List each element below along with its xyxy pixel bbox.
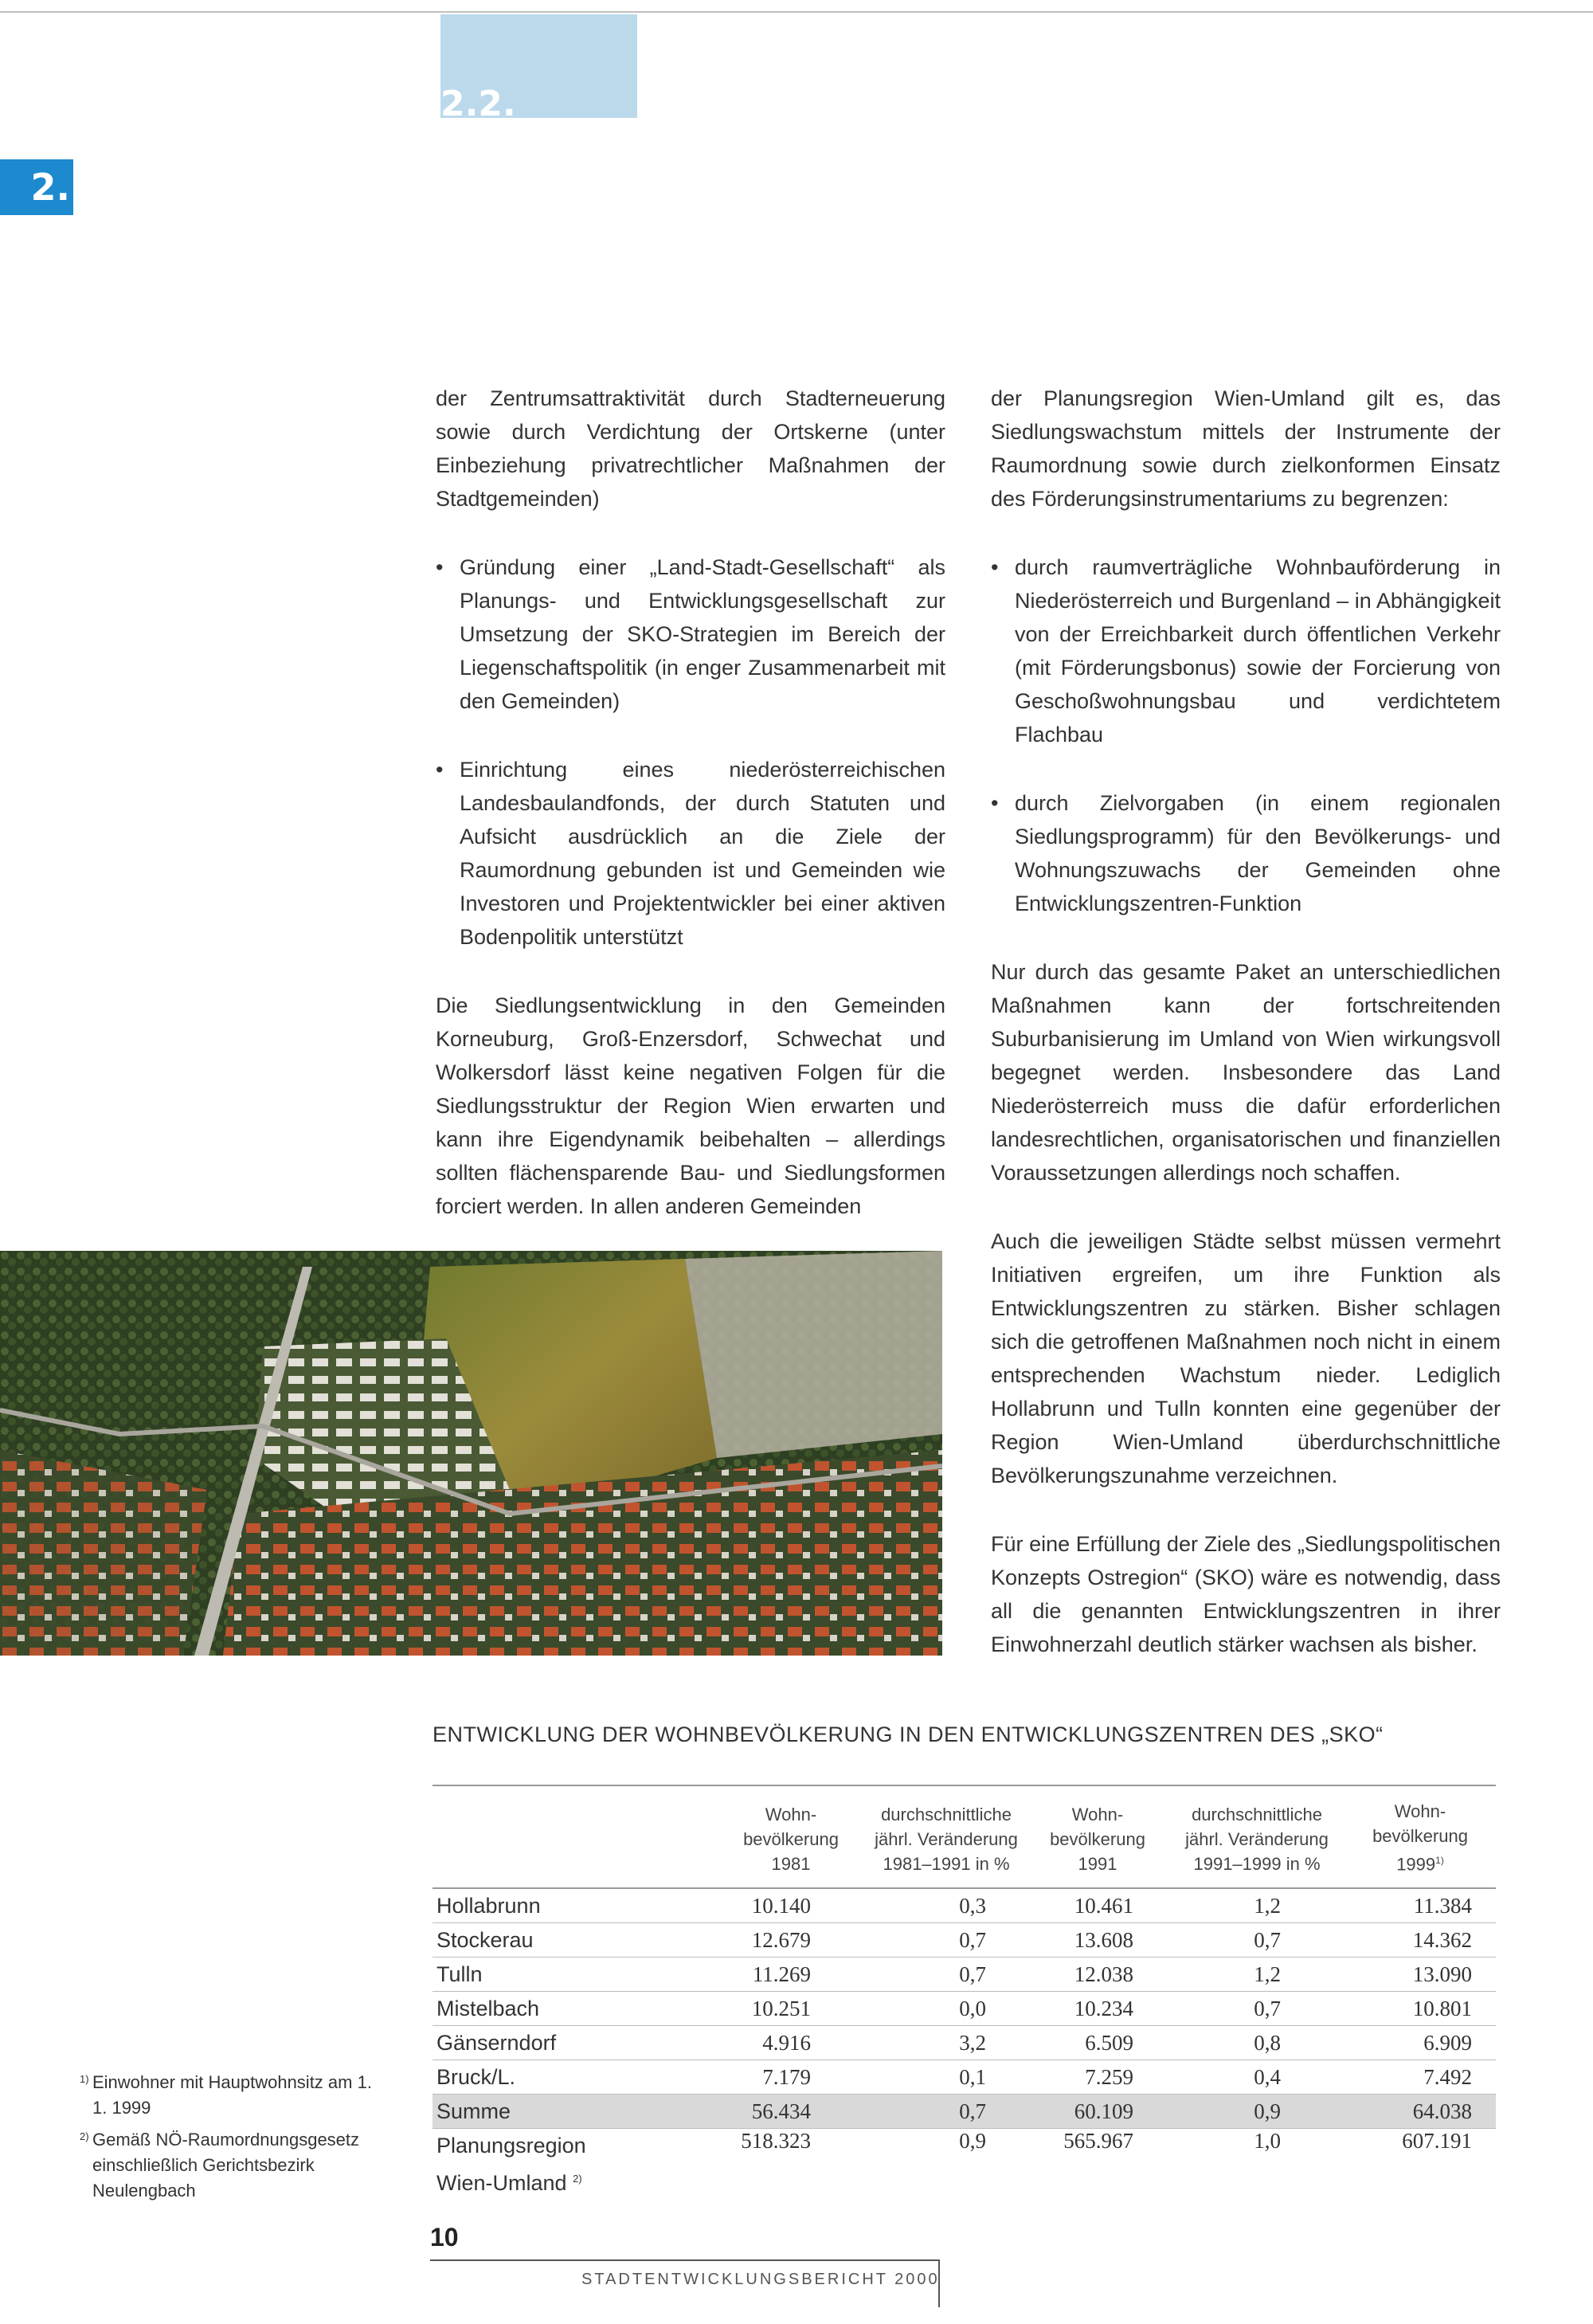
section-tab [440, 14, 637, 118]
header-pop-1991: Wohn- bevölkerung 1991 [1026, 1785, 1169, 1888]
left-bullet-item: • Einrichtung eines niederösterreichischen Landesbaulandfonds, der durch Statuten und Aufsicht ausdrücklich an die Ziele der Raumordnung gebunden ist und Gemeinden wie Investoren und Projektentwickler bei einer aktiven Bodenpolitik unterstützt [436, 753, 945, 954]
footnote-2: 2) Gemäß NÖ-Raumordnungsgesetz einschließlich Gerichtsbezirk Neulengbach [80, 2130, 360, 2201]
section-label: 2.2. [440, 84, 516, 118]
right-bullet-item: • durch raumverträgliche Wohnbauförderung in Niederösterreich und Burgenland – in Abhängigkeit von der Erreichbarkeit durch öffentlichen Verkehr (mit Förderungsbonus) sowie der Forcierung von Geschoßwohnungsbau und verdichtetem Flachbau [991, 551, 1501, 751]
right-bullet-list [991, 551, 1501, 920]
table-header-row [432, 1785, 1496, 1888]
header-blank [432, 1785, 715, 1888]
header-change-1991-1999: durchschnittliche jährl. Veränderung 1991–1999 in % [1169, 1785, 1344, 1888]
left-column [436, 382, 945, 1258]
right-paragraph: Für eine Erfüllung der Ziele des „Siedlungspolitischen Konzepts Ostregion“ (SKO) wäre es notwendig, dass all die genannten Entwicklungszentren in ihrer Einwohnerzahl deutlich stärker wachsen als bisher. [991, 1532, 1501, 1656]
top-rule [0, 11, 1593, 13]
chapter-badge: 2. [0, 159, 73, 215]
right-paragraph: Nur durch das gesamte Paket an unterschiedlichen Maßnahmen kann der fortschreitenden Suburbanisierung im Umland von Wien wirkungsvoll begegnet werden. Insbesondere das Land Niederösterreich muss die dafür erforderlichen landesrechtlichen, organisatorischen und finanziellen Voraussetzungen allerdings noch schaffen. [991, 960, 1501, 1185]
photo-cemetery [685, 1251, 942, 1458]
footnote-1: 1) Einwohner mit Hauptwohnsitz am 1. 1. 1999 [80, 2072, 372, 2118]
footer-rule [430, 2259, 940, 2261]
population-table [432, 1785, 1496, 2200]
table-row: Stockerau 12.679 0,7 13.608 0,7 14.362 [432, 1923, 1496, 1958]
table-title: ENTWICKLUNG DER WOHNBEVÖLKERUNG IN DEN ENTWICKLUNGSZENTREN DES „SKO“ [432, 1722, 1384, 1746]
table-row: Mistelbach 10.251 0,0 10.234 0,7 10.801 [432, 1992, 1496, 2026]
aerial-photo [0, 1251, 942, 1656]
left-paragraph: Die Siedlungsentwicklung in den Gemeinden Korneuburg, Groß-Enzersdorf, Schwechat und Wolkersdorf lässt keine negativen Folgen für die Siedlungsstruktur der Region Wien erwarten und kann ihre Eigendynamik beibehalten – allerdings sollten flächensparende Bau- und Siedlungsformen forciert werden. In allen anderen Gemeinden [436, 993, 945, 1218]
left-bullet-list [436, 551, 945, 954]
right-paragraph: Auch die jeweiligen Städte selbst müssen vermehrt Initiativen ergreifen, um ihre Funktion als Entwicklungszentren zu stärken. Bisher schlagen sich die getroffenen Maßnahmen noch nicht in einem entsprechenden Wachstum nieder. Lediglich Hollabrunn und Tulln konnten eine gegenüber der Region Wien-Umland überdurchschnittliche Bevölkerungszunahme verzeichnen. [991, 1229, 1501, 1487]
table-row: Gänserndorf 4.916 3,2 6.509 0,8 6.909 [432, 2026, 1496, 2060]
right-intro-paragraph: der Planungsregion Wien-Umland gilt es, das Siedlungswachstum mittels der Instrumente der Raumordnung sowie durch zielkonformen Einsatz des Förderungsinstrumentariums zu begrenzen: [991, 386, 1501, 511]
header-change-1981-1991: durchschnittliche jährl. Veränderung 1981–1991 in % [867, 1785, 1026, 1888]
right-column [991, 382, 1501, 1696]
table-row: Tulln 11.269 0,7 12.038 1,2 13.090 [432, 1958, 1496, 1992]
footer-title: STADTENTWICKLUNGSBERICHT 2000 [581, 2271, 940, 2288]
left-bullet-item: • Gründung einer „Land-Stadt-Gesellschaft“ als Planungs- und Entwicklungsgesellschaft zur Umsetzung der SKO-Strategien im Bereich der Liegenschaftspolitik (in enger Zusammenarbeit mit den Gemeinden) [436, 551, 945, 718]
footnotes [80, 2070, 382, 2210]
table-sum-row: Summe 56.434 0,7 60.109 0,9 64.038 [432, 2095, 1496, 2129]
right-bullet-item: • durch Zielvorgaben (in einem regionalen Siedlungsprogramm) für den Bevölkerungs- und Wohnungszuwachs der Gemeinden ohne Entwicklungszentren-Funktion [991, 786, 1501, 920]
page-number: 10 [430, 2223, 459, 2251]
table-row: Bruck/L. 7.179 0,1 7.259 0,4 7.492 [432, 2060, 1496, 2095]
left-intro-paragraph: der Zentrumsattraktivität durch Stadterneuerung sowie durch Verdichtung der Ortskerne (unter Einbeziehung privatrechtlicher Maßnahmen der Stadtgemeinden) [436, 386, 945, 511]
table-row: Hollabrunn 10.140 0,3 10.461 1,2 11.384 [432, 1888, 1496, 1923]
header-pop-1999: Wohn- bevölkerung 1999$^{1)}$ [1344, 1785, 1496, 1888]
table-region-row: Planungsregion Wien-Umland $^{2)}$ 518.323 0,9 565.967 1,0 607.191 [436, 2129, 1472, 2196]
header-pop-1981: Wohn- bevölkerung 1981 [715, 1785, 867, 1888]
